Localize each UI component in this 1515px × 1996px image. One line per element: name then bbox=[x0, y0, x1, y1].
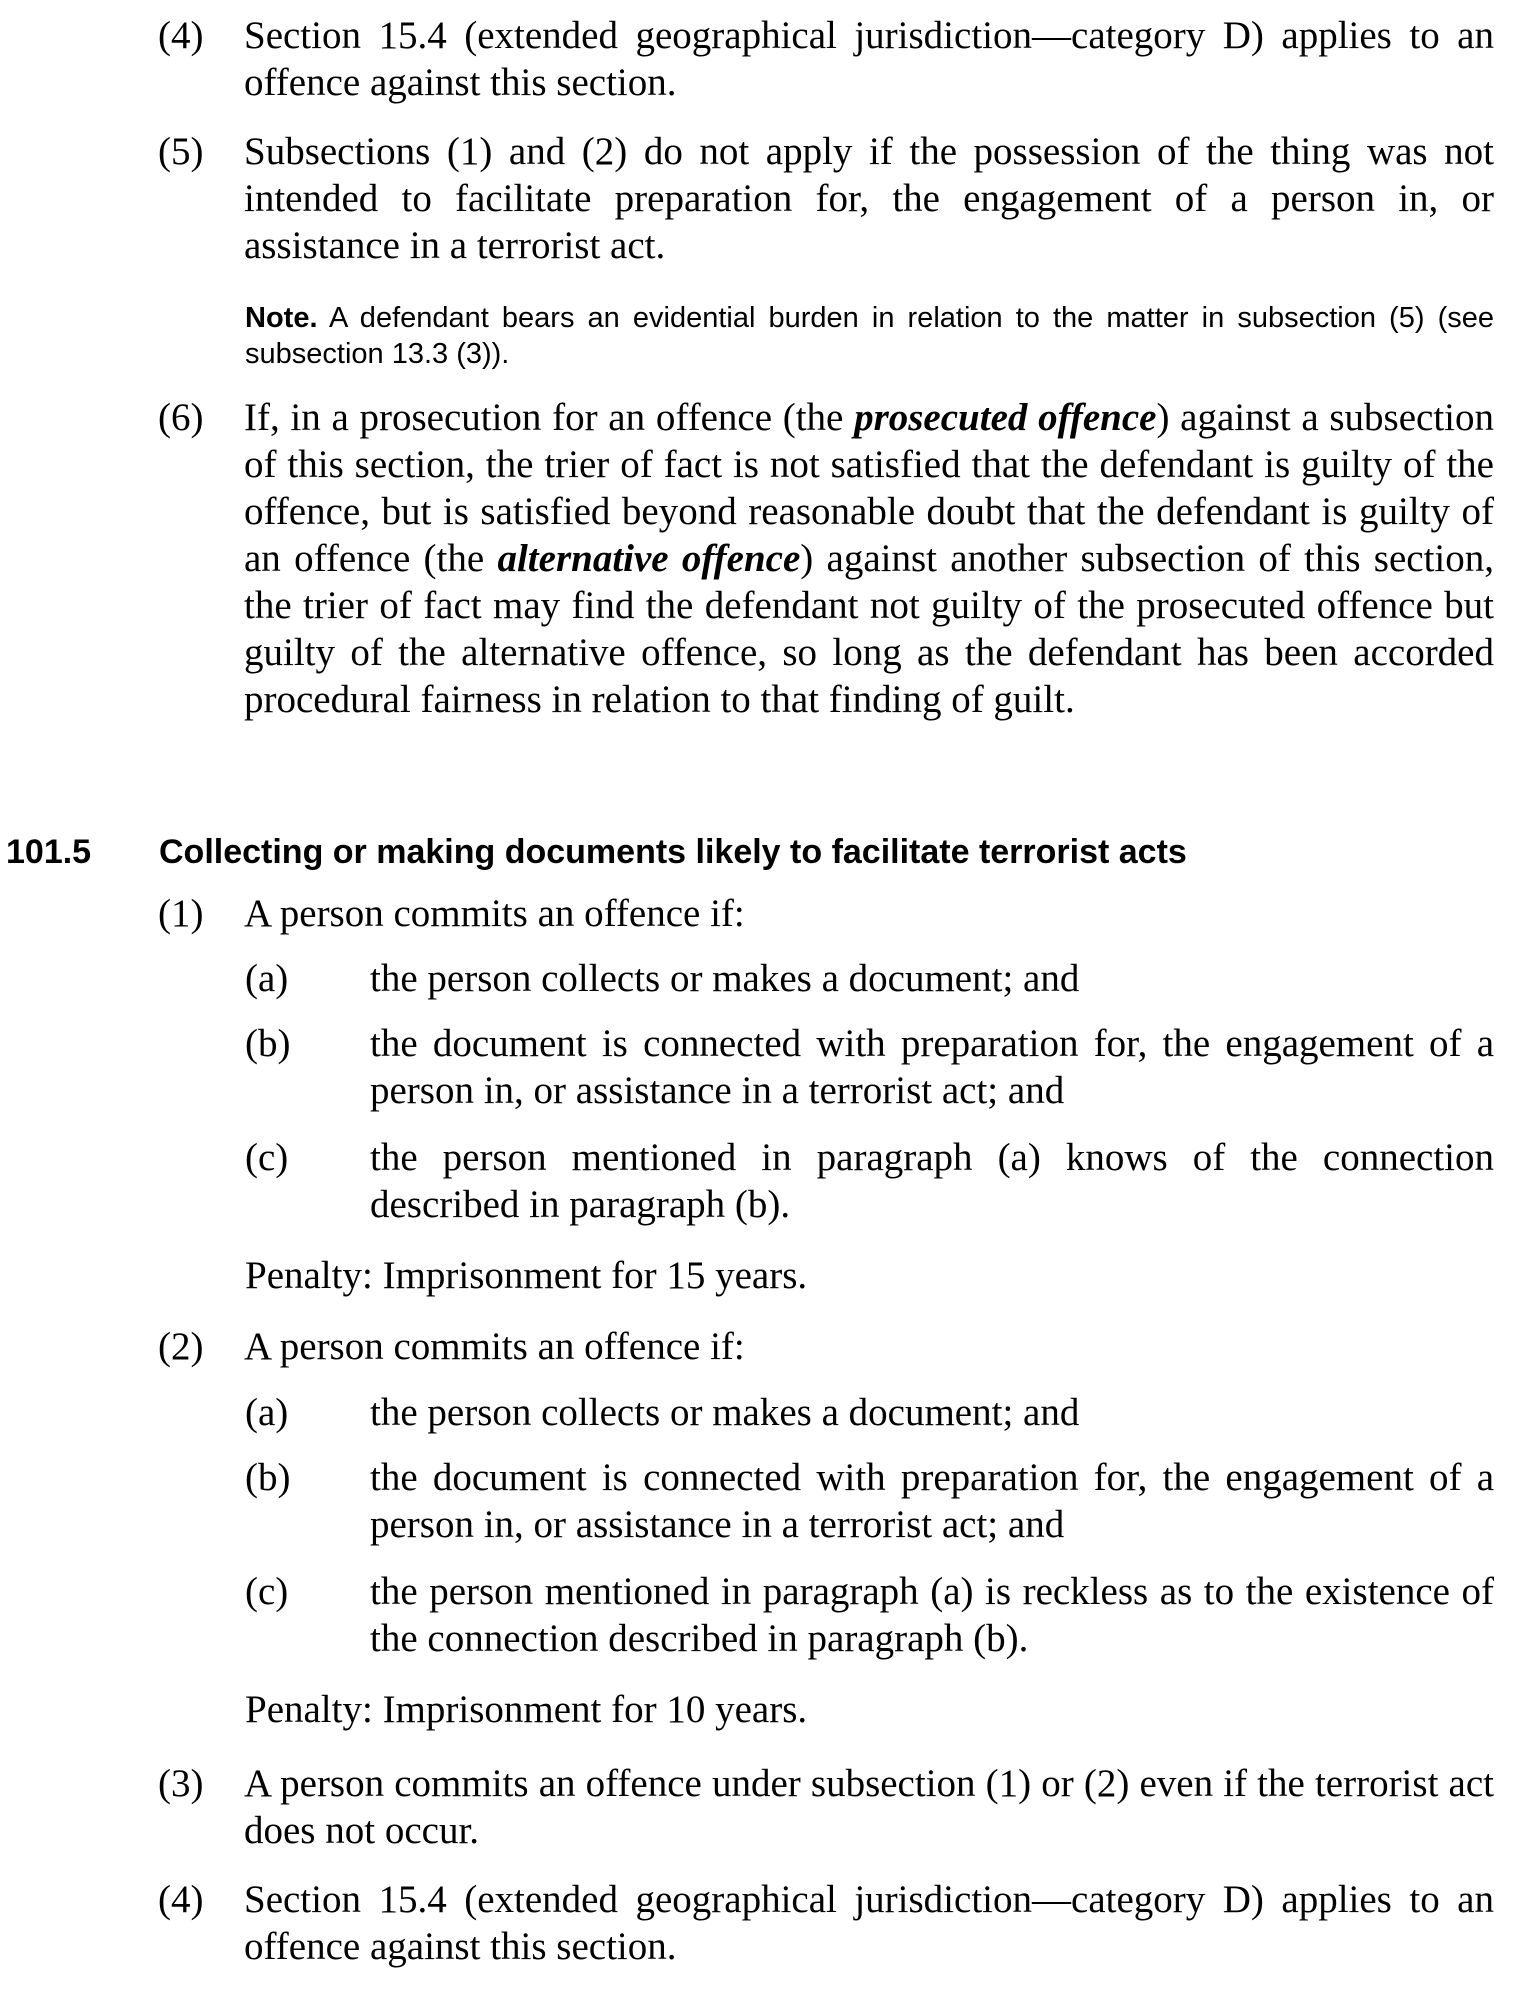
subsection-text: A person commits an offence if: bbox=[244, 892, 745, 935]
subsection-number: (1) bbox=[158, 892, 204, 935]
paragraph-text: the person collects or makes a document; and bbox=[370, 1391, 1080, 1434]
defined-term-alternative-offence: alternative offence bbox=[497, 537, 801, 580]
subsection-text: A person commits an offence under subsection (1) or (2) even if the terrorist act does not occur. bbox=[244, 1762, 1494, 1852]
paragraph-label: (a) bbox=[245, 1391, 289, 1434]
defined-term-prosecuted-offence: prosecuted offence bbox=[854, 396, 1157, 439]
subsection-5 bbox=[158, 128, 1494, 269]
paragraph-2c bbox=[245, 1568, 1494, 1662]
paragraph-1c bbox=[245, 1134, 1494, 1228]
paragraph-text: the person collects or makes a document; and bbox=[370, 957, 1080, 1000]
paragraph-2b bbox=[245, 1454, 1494, 1548]
subsection-text: Section 15.4 (extended geographical jurisdiction—category D) applies to an offence against this section. bbox=[244, 14, 1494, 104]
subsection-number: (2) bbox=[158, 1325, 204, 1368]
note bbox=[245, 300, 1494, 372]
paragraph-text: the document is connected with preparation for, the engagement of a person in, or assistance in a terrorist act; and bbox=[370, 1456, 1494, 1546]
paragraph-1b bbox=[245, 1020, 1494, 1114]
subsection-number: (4) bbox=[158, 1878, 204, 1921]
section-heading bbox=[6, 830, 1496, 874]
paragraph-text: the person mentioned in paragraph (a) is reckless as to the existence of the connection described in paragraph (b). bbox=[370, 1570, 1494, 1660]
subsection-3 bbox=[158, 1760, 1494, 1854]
penalty-1: Penalty: Imprisonment for 15 years. bbox=[245, 1254, 808, 1297]
subsection-2 bbox=[158, 1323, 1494, 1370]
text-segment: ) against a subsection of this section, the trier of fact is not satisfied that the defendant is guilty of the offence, but is satisfied beyond reasonable doubt that the defendant is guilty of an offence (the bbox=[244, 396, 1494, 580]
subsection-number: (4) bbox=[158, 14, 204, 57]
paragraph-text: the document is connected with preparation for, the engagement of a person in, or assistance in a terrorist act; and bbox=[370, 1022, 1494, 1112]
section-number: 101.5 bbox=[6, 833, 92, 871]
subsection-text: Subsections (1) and (2) do not apply if the possession of the thing was not intended to facilitate preparation for, the engagement of a person in, or assistance in a terrorist act. bbox=[244, 130, 1494, 267]
paragraph-label: (b) bbox=[245, 1022, 291, 1065]
subsection-text: A person commits an offence if: bbox=[244, 1325, 745, 1368]
subsection-number: (3) bbox=[158, 1762, 204, 1805]
subsection-number: (5) bbox=[158, 130, 204, 173]
note-label: Note. bbox=[245, 302, 318, 334]
paragraph-2a bbox=[245, 1389, 1494, 1436]
paragraph-1a bbox=[245, 955, 1494, 1002]
paragraph-label: (b) bbox=[245, 1456, 291, 1499]
paragraph-label: (c) bbox=[245, 1136, 289, 1179]
paragraph-label: (c) bbox=[245, 1570, 289, 1613]
subsection-6 bbox=[158, 394, 1494, 723]
text-segment: If, in a prosecution for an offence (the bbox=[244, 396, 855, 439]
note-text: A defendant bears an evidential burden in relation to the matter in subsection (5) (see subsection 13.3 (3)). bbox=[245, 302, 1494, 370]
paragraph-label: (a) bbox=[245, 957, 289, 1000]
section-title: Collecting or making documents likely to facilitate terrorist acts bbox=[159, 833, 1187, 871]
paragraph-text: the person mentioned in paragraph (a) knows of the connection described in paragraph (b). bbox=[370, 1136, 1494, 1226]
text-segment: ) against another subsection of this section, the trier of fact may find the defendant not guilty of the prosecuted offence but guilty of the alternative offence, so long as the defendant has been accorded procedural fairness in relation to that finding of guilt. bbox=[244, 537, 1495, 721]
subsection-number: (6) bbox=[158, 396, 204, 439]
subsection-4 bbox=[158, 1876, 1494, 1970]
subsection-text bbox=[244, 394, 1494, 723]
penalty-2: Penalty: Imprisonment for 10 years. bbox=[245, 1688, 808, 1731]
subsection-text: Section 15.4 (extended geographical jurisdiction—category D) applies to an offence against this section. bbox=[244, 1878, 1494, 1968]
subsection-4-prev bbox=[158, 12, 1494, 106]
subsection-1 bbox=[158, 890, 1494, 937]
